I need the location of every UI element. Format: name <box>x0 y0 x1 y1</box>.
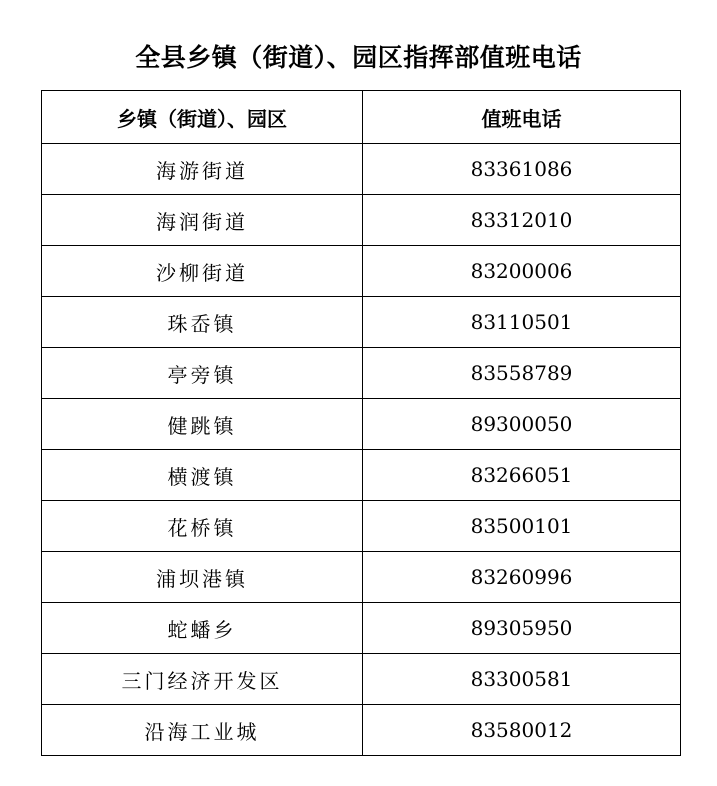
table-header-row <box>42 91 681 144</box>
page-title: 全县乡镇（街道）、园区指挥部值班电话 <box>135 43 582 72</box>
phone-number-cell: 83260996 <box>363 552 681 603</box>
town-name-cell: 海游街道 <box>42 144 363 195</box>
phone-number-cell: 83200006 <box>363 246 681 297</box>
phone-number-cell: 83361086 <box>363 144 681 195</box>
table-row <box>42 144 681 195</box>
phone-number-cell: 83312010 <box>363 195 681 246</box>
town-name-cell: 浦坝港镇 <box>42 552 363 603</box>
town-name-cell: 三门经济开发区 <box>42 654 363 705</box>
town-name-cell: 花桥镇 <box>42 501 363 552</box>
duty-phone-table <box>41 90 681 756</box>
town-name-cell: 沿海工业城 <box>42 705 363 756</box>
table-row <box>42 501 681 552</box>
phone-number-cell: 89305950 <box>363 603 681 654</box>
table-row <box>42 348 681 399</box>
table-row <box>42 450 681 501</box>
town-name-cell: 蛇蟠乡 <box>42 603 363 654</box>
phone-number-cell: 83266051 <box>363 450 681 501</box>
town-name-cell: 海润街道 <box>42 195 363 246</box>
town-name-cell: 横渡镇 <box>42 450 363 501</box>
phone-number-cell: 83580012 <box>363 705 681 756</box>
table-row <box>42 705 681 756</box>
table-row <box>42 195 681 246</box>
table-row <box>42 654 681 705</box>
table-row <box>42 246 681 297</box>
column-header-phone: 值班电话 <box>363 91 681 144</box>
phone-number-cell: 83500101 <box>363 501 681 552</box>
town-name-cell: 珠岙镇 <box>42 297 363 348</box>
town-name-cell: 亭旁镇 <box>42 348 363 399</box>
town-name-cell: 健跳镇 <box>42 399 363 450</box>
column-header-town: 乡镇（街道）、园区 <box>42 91 363 144</box>
phone-number-cell: 83558789 <box>363 348 681 399</box>
phone-number-cell: 83110501 <box>363 297 681 348</box>
table-row <box>42 552 681 603</box>
table-row <box>42 603 681 654</box>
phone-number-cell: 89300050 <box>363 399 681 450</box>
town-name-cell: 沙柳街道 <box>42 246 363 297</box>
table-row <box>42 399 681 450</box>
phone-number-cell: 83300581 <box>363 654 681 705</box>
table-row <box>42 297 681 348</box>
